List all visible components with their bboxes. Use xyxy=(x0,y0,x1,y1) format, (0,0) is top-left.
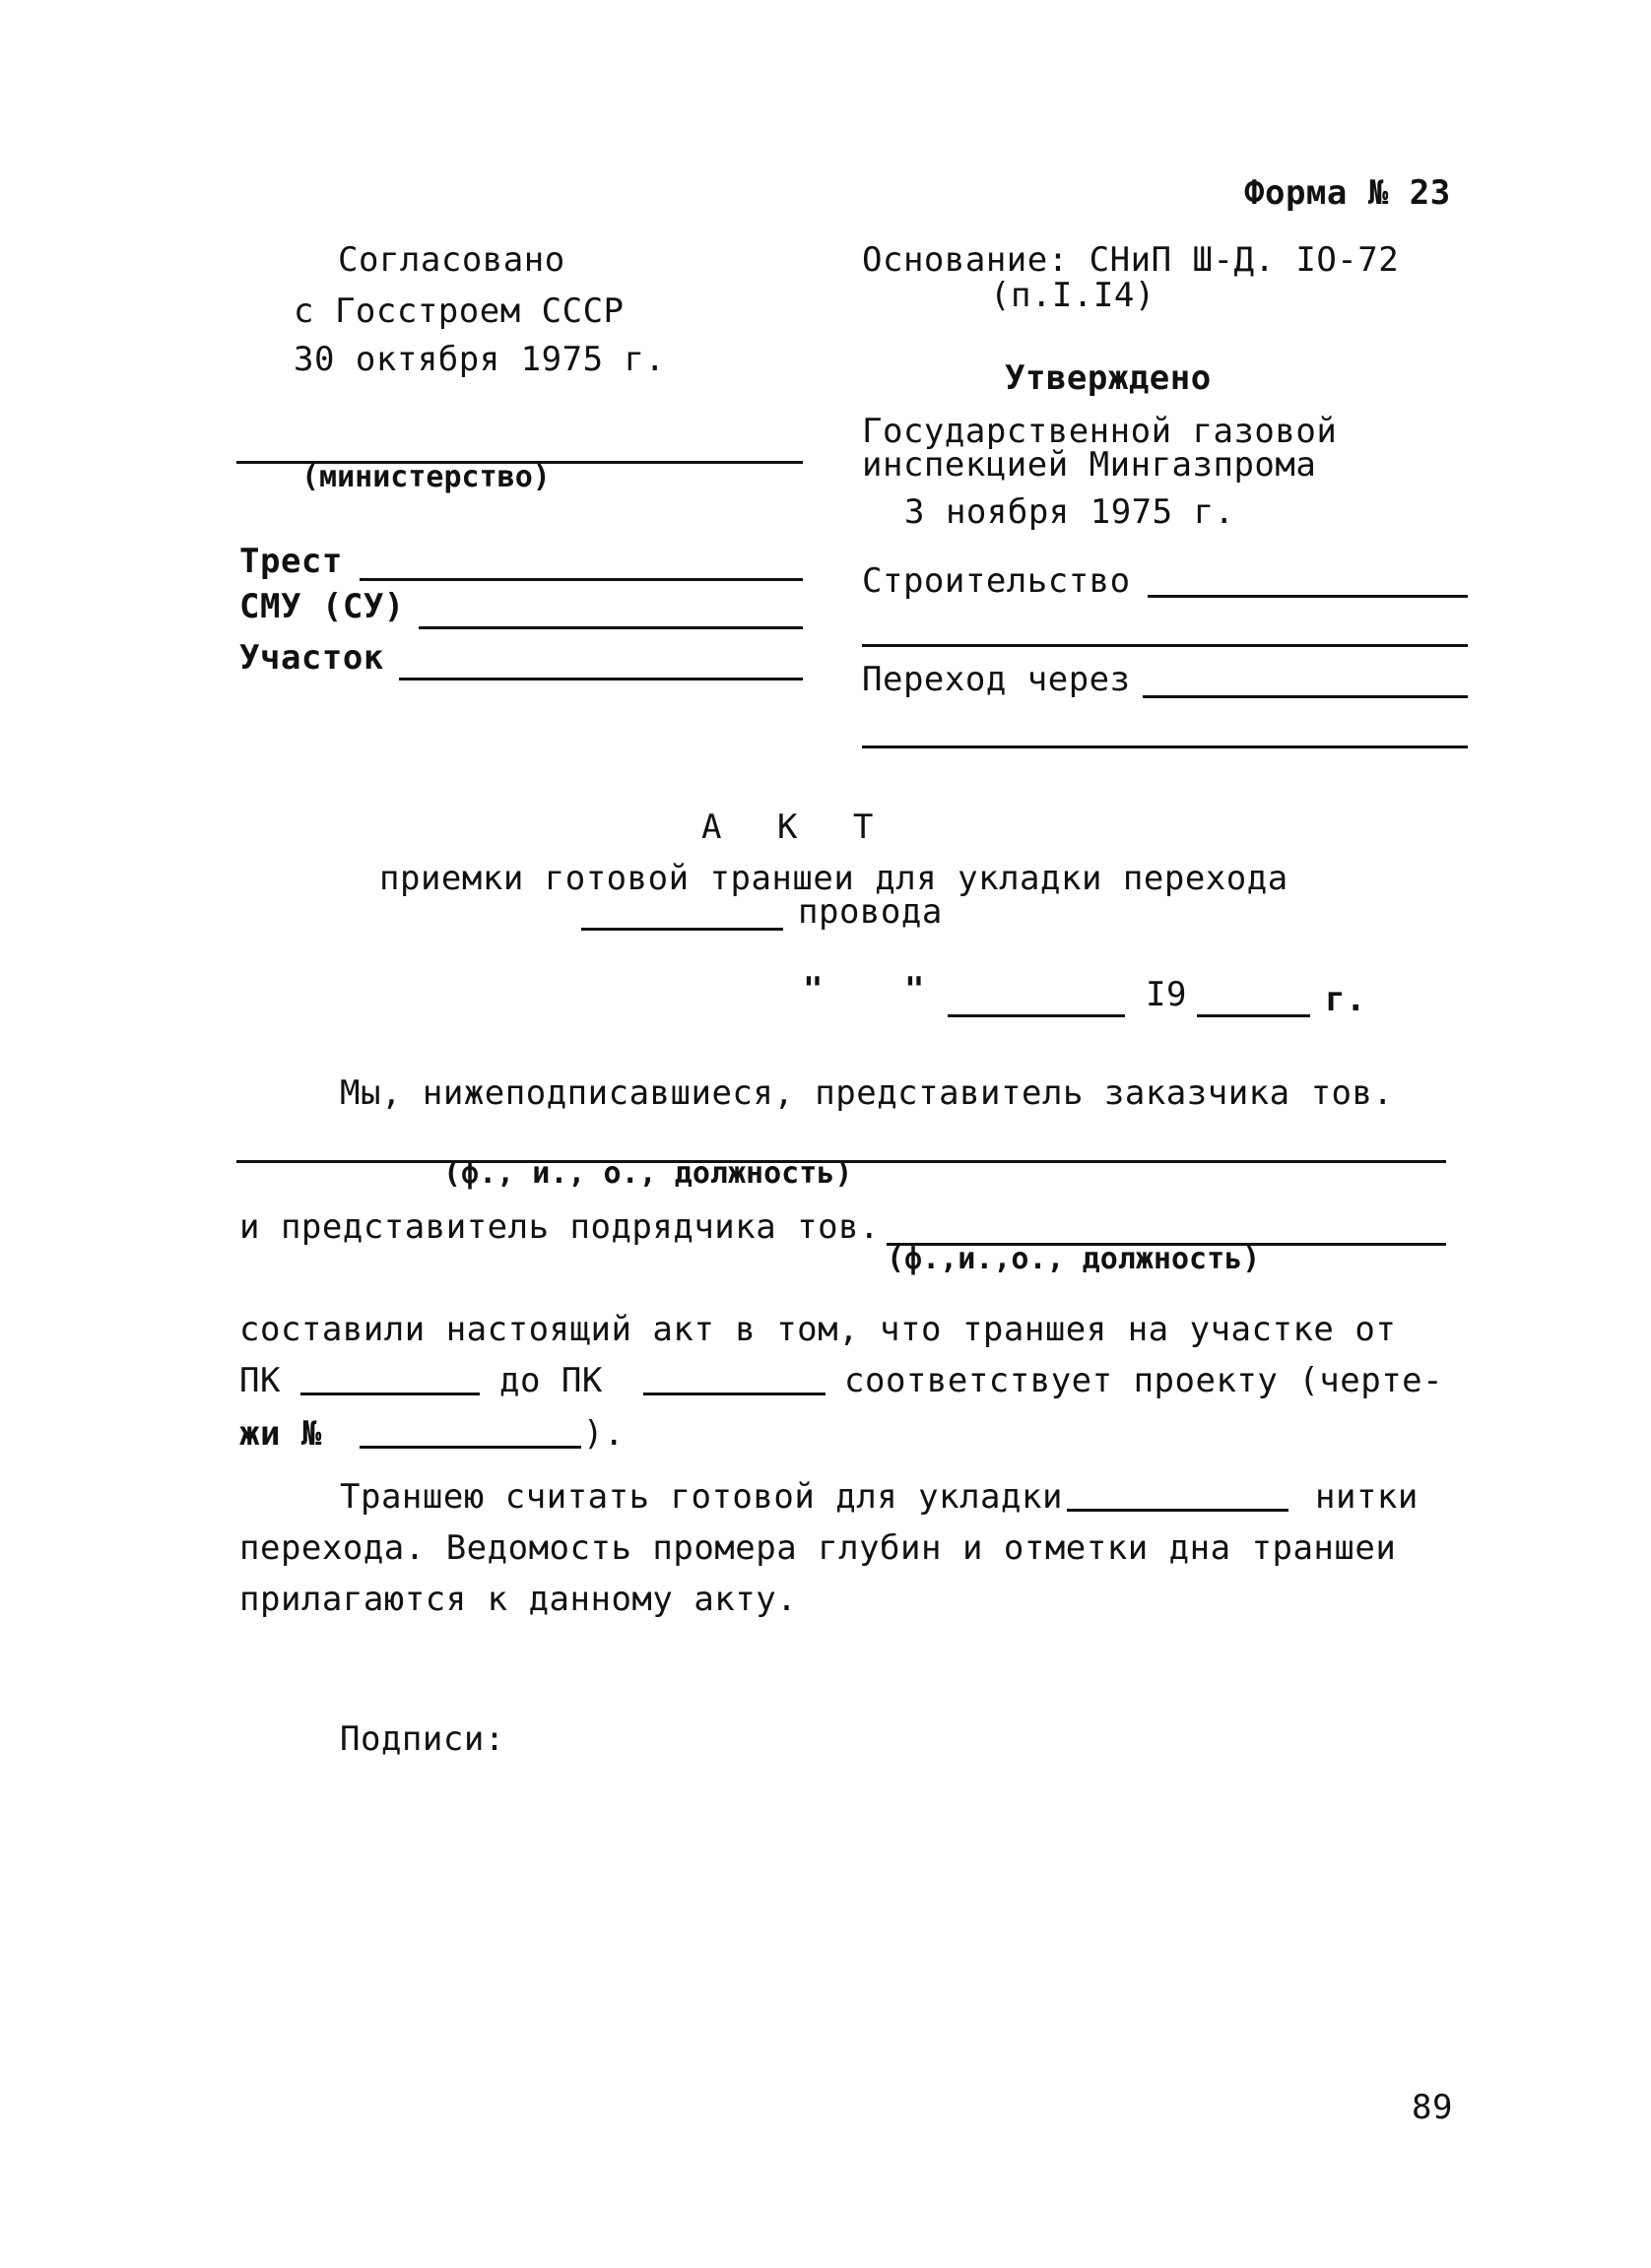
smu-field xyxy=(419,626,803,629)
drawing-number-field xyxy=(360,1446,581,1449)
approved-date: 3 ноября 1975 г. xyxy=(904,492,1235,532)
date-month-field xyxy=(948,1014,1125,1017)
date-open-quote: " xyxy=(803,970,824,1009)
para3-end: нитки xyxy=(1315,1477,1419,1517)
conforms-text: соответствует проекту (черте- xyxy=(844,1361,1444,1400)
pk-to-field xyxy=(643,1393,826,1395)
crossing-label: Переход через xyxy=(862,660,1131,699)
para3-line2: перехода. Ведомость промера глубин и отметки дна траншеи xyxy=(239,1528,1397,1568)
wire-type-field xyxy=(581,928,783,931)
para1-text: Мы, нижеподписавшиеся, представитель заказчика тов. xyxy=(340,1073,1394,1113)
agreed-label: Согласовано xyxy=(338,240,565,280)
signatures-label: Подписи: xyxy=(340,1719,505,1759)
to-pk-label: до ПК xyxy=(499,1361,603,1400)
date-close-quote: " xyxy=(904,970,925,1009)
fio-caption-2: (ф.,и.,о., должность) xyxy=(887,1242,1261,1276)
close-paren: ). xyxy=(583,1414,625,1454)
trust-label: Трест xyxy=(239,542,343,581)
approved-by-line2: инспекцией Мингазпрома xyxy=(862,445,1317,485)
drawings-label: жи № xyxy=(239,1414,322,1454)
construction-field-2 xyxy=(862,644,1468,647)
crossing-field xyxy=(1143,695,1468,698)
basis-text: Основание: СНиП Ш-Д. IO-72 xyxy=(862,240,1400,280)
date-year-field xyxy=(1197,1014,1310,1017)
date-year-prefix: I9 xyxy=(1146,975,1187,1014)
act-heading: А К Т xyxy=(701,808,892,847)
ministry-caption: (министерство) xyxy=(301,460,551,494)
date-year-suffix: г. xyxy=(1325,980,1366,1019)
page-number: 89 xyxy=(1412,2088,1453,2127)
para2-line1: составили настоящий акт в том, что траншея на участке от xyxy=(239,1310,1397,1349)
fio-caption-1: (ф., и., о., должность) xyxy=(443,1156,853,1191)
act-subtitle-line2: провода xyxy=(798,892,943,932)
para3-line3: прилагаются к данному акту. xyxy=(239,1580,798,1619)
construction-label: Строительство xyxy=(862,561,1131,601)
act-subtitle-line1: приемки готовой траншеи для укладки перехода xyxy=(379,859,1288,898)
section-label: Участок xyxy=(239,638,384,678)
section-field xyxy=(399,678,803,680)
trust-field xyxy=(360,578,803,581)
agreed-with: с Госстроем СССР xyxy=(294,292,625,331)
contractor-text: и представитель подрядчика тов. xyxy=(239,1207,881,1247)
pk-label: ПК xyxy=(239,1361,281,1400)
pk-from-field xyxy=(300,1393,480,1395)
crossing-field-2 xyxy=(862,745,1468,748)
basis-reference: (п.I.I4) xyxy=(990,276,1156,315)
approved-label: Утверждено xyxy=(1005,358,1212,398)
threads-field xyxy=(1067,1509,1288,1512)
agreed-date: 30 октября 1975 г. xyxy=(294,340,666,379)
form-number: Форма № 23 xyxy=(1244,173,1451,213)
approved-by-line1: Государственной газовой xyxy=(862,412,1338,451)
smu-label: СМУ (СУ) xyxy=(239,587,405,626)
para3-start: Траншею считать готовой для укладки xyxy=(340,1477,1063,1517)
construction-field xyxy=(1148,595,1468,598)
